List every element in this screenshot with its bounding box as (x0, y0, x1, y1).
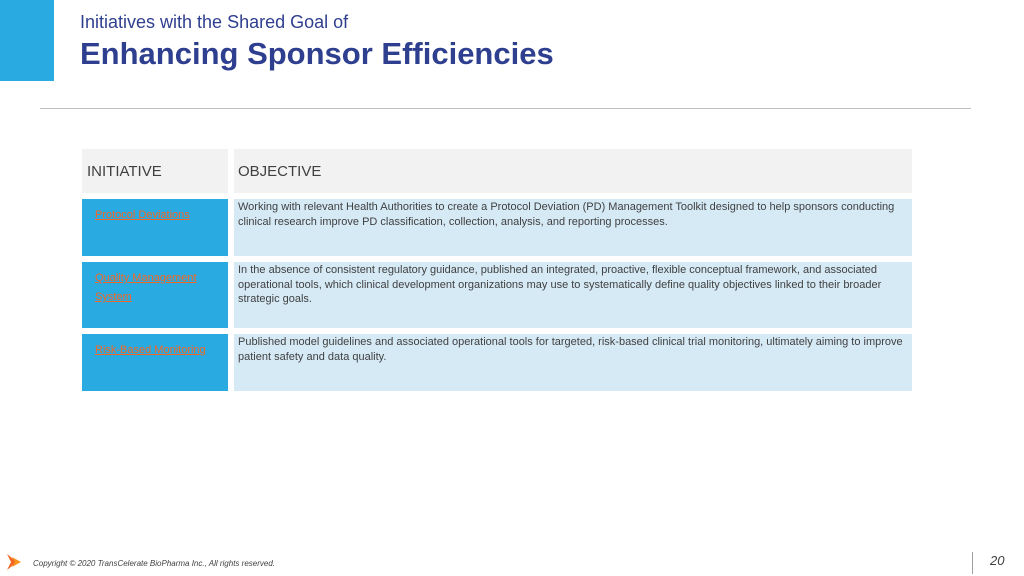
header-initiative: INITIATIVE (82, 149, 228, 193)
initiative-cell (82, 262, 228, 328)
initiatives-table (82, 149, 912, 397)
slide-subtitle: Initiatives with the Shared Goal of (80, 12, 349, 32)
page-number-divider (972, 552, 973, 574)
title-divider (40, 108, 971, 109)
objective-cell: Published model guidelines and associated operational tools for targeted, risk-based clinical trial monitoring, ultimately aiming to improve patient safety and data quality. (234, 334, 912, 391)
copyright-text: Copyright © 2020 TransCelerate BioPharma Inc., All rights reserved. (33, 559, 275, 568)
objective-cell: Working with relevant Health Authorities to create a Protocol Deviation (PD) Management Toolkit designed to help sponsors conducting clinical research improve PD classification, collection, analysis, and reporting processes. (234, 199, 912, 256)
objective-cell: In the absence of consistent regulatory guidance, published an integrated, proactive, flexible conceptual framework, and associated operational tools, which clinical development organizations may use to systematically define quality objectives linked to their broader strategic goals. (234, 262, 912, 328)
table-row (82, 334, 912, 391)
header-objective: OBJECTIVE (234, 149, 912, 193)
accent-bar (0, 0, 54, 81)
initiative-link-protocol-deviations[interactable]: Protocol Deviations (95, 209, 190, 221)
initiative-cell (82, 199, 228, 256)
initiative-cell (82, 334, 228, 391)
table-row (82, 262, 912, 328)
transcelerate-logo-icon (4, 552, 24, 572)
slide-title: Enhancing Sponsor Efficiencies (80, 36, 554, 71)
page-number: 20 (990, 553, 1005, 568)
initiative-link-quality-management-system[interactable]: Quality Management System (95, 272, 197, 303)
initiative-link-risk-based-monitoring[interactable]: Risk-Based Monitoring (95, 344, 206, 356)
table-row (82, 199, 912, 256)
table-header-row (82, 149, 912, 193)
